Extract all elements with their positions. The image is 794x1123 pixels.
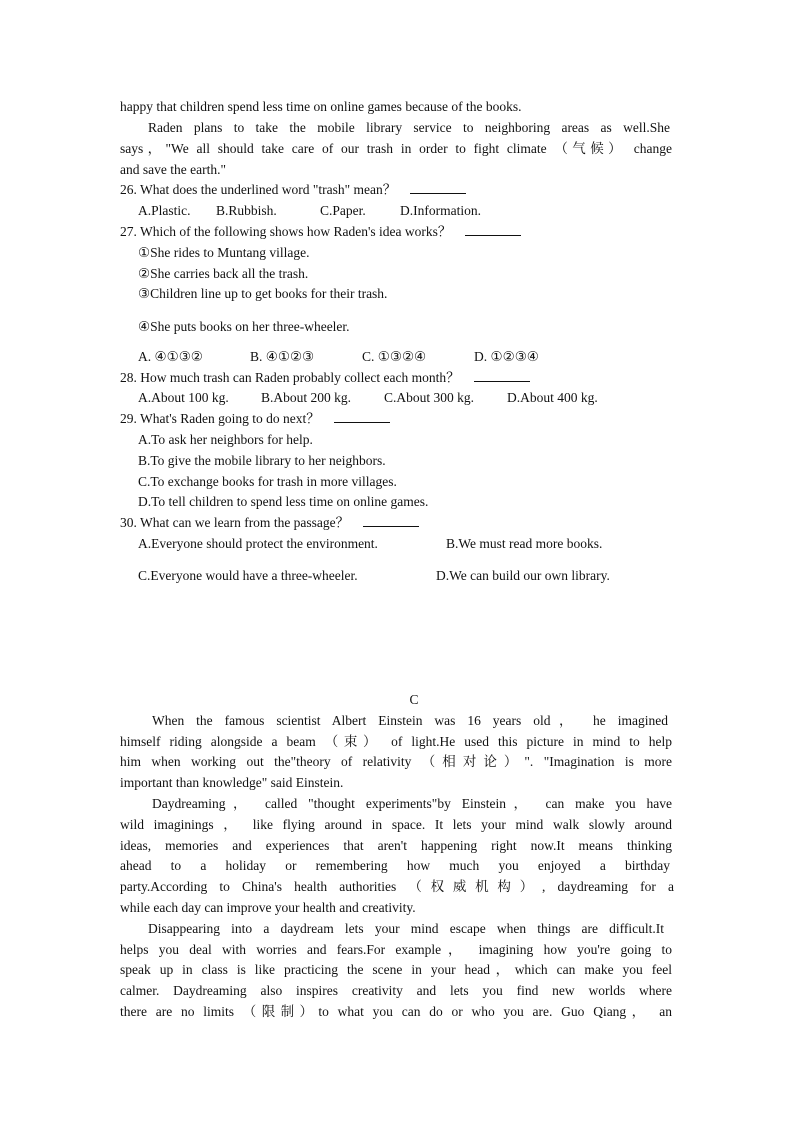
- answer-blank-28[interactable]: [474, 369, 530, 382]
- passage-c-p3-line-3: speak up in class is like practicing the scene in your head，which can make you feel: [120, 962, 672, 977]
- passage-c-p3-line-4: calmer. Daydreaming also inspires creativity and lets you find new worlds where: [120, 983, 672, 998]
- question-27-statement-1: ①She rides to Muntang village.: [138, 245, 310, 260]
- option-26-a[interactable]: A.Plastic.: [138, 203, 191, 218]
- passage-c-p1-line-2: himself riding alongside a beam （束） of light.He used this picture in mind to help: [120, 734, 672, 749]
- option-28-d[interactable]: D.About 400 kg.: [507, 390, 598, 405]
- question-30-stem: 30. What can we learn from the passage？: [120, 515, 350, 530]
- option-30-c[interactable]: C.Everyone would have a three-wheeler.: [138, 568, 358, 583]
- option-29-c[interactable]: C.To exchange books for trash in more villages.: [138, 474, 397, 489]
- question-30: [120, 514, 419, 532]
- option-27-c[interactable]: C. ①③②④: [362, 349, 427, 364]
- passage-b-line-2: Raden plans to take the mobile library service to neighboring areas as well.She: [148, 120, 670, 135]
- passage-c-p2-line-3: ideas, memories and experiences that aren't happening right now.It means thinking: [120, 838, 672, 853]
- option-29-d[interactable]: D.To tell children to spend less time on online games.: [138, 494, 429, 509]
- question-26-stem: 26. What does the underlined word "trash" mean？: [120, 182, 397, 197]
- question-27-statement-2: ②She carries back all the trash.: [138, 266, 309, 281]
- option-29-b[interactable]: B.To give the mobile library to her neighbors.: [138, 453, 386, 468]
- passage-c-p1-line-3: him when working out the"theory of relativity （相对论）". "Imagination is more: [120, 754, 672, 769]
- question-28-options: [138, 389, 598, 407]
- option-28-a[interactable]: A.About 100 kg.: [138, 390, 229, 405]
- option-28-c[interactable]: C.About 300 kg.: [384, 390, 475, 405]
- option-26-d[interactable]: D.Information.: [400, 203, 481, 218]
- answer-blank-29[interactable]: [334, 410, 390, 423]
- option-28-b[interactable]: B.About 200 kg.: [261, 390, 352, 405]
- passage-b-line-3: says，"We all should take care of our trash in order to fight climate （气候） change: [120, 141, 672, 156]
- passage-c-p2-line-5: party.According to China's health authorities （权威机构）, daydreaming for a: [120, 879, 674, 894]
- question-29: [120, 410, 390, 428]
- question-27: [120, 223, 521, 241]
- passage-c-p3-line-5: there are no limits （限制）to what you can do or who you are. Guo Qiang， an: [120, 1004, 672, 1019]
- question-27-options: [138, 348, 539, 366]
- question-27-statement-3: ③Children line up to get books for their trash.: [138, 286, 388, 301]
- question-30-options-row-1: [138, 535, 602, 553]
- passage-b-line-1: happy that children spend less time on online games because of the books.: [120, 99, 522, 114]
- option-27-d[interactable]: D. ①②③④: [474, 349, 539, 364]
- passage-c-p2-line-6: while each day can improve your health and creativity.: [120, 900, 416, 915]
- answer-blank-27[interactable]: [465, 223, 521, 236]
- passage-c-title: C: [409, 692, 419, 707]
- question-26: [120, 181, 466, 199]
- option-29-a[interactable]: A.To ask her neighbors for help.: [138, 432, 313, 447]
- option-26-b[interactable]: B.Rubbish.: [216, 203, 277, 218]
- option-30-b[interactable]: B.We must read more books.: [446, 536, 603, 551]
- passage-c-p1-line-1: When the famous scientist Albert Einstein was 16 years old， he imagined: [152, 713, 668, 728]
- passage-c-p2-line-1: Daydreaming， called "thought experiments"by Einstein， can make you have: [152, 796, 672, 811]
- answer-blank-26[interactable]: [410, 181, 466, 194]
- passage-c-p2-line-4: ahead to a holiday or remembering how much you enjoyed a birthday: [120, 858, 670, 873]
- question-28: [120, 369, 530, 387]
- question-30-options-row-2: [138, 567, 610, 585]
- answer-blank-30[interactable]: [363, 514, 419, 527]
- option-30-d[interactable]: D.We can build our own library.: [436, 568, 610, 583]
- question-26-options: [138, 202, 481, 220]
- passage-c-p1-line-4: important than knowledge" said Einstein.: [120, 775, 344, 790]
- question-27-statement-4: ④She puts books on her three-wheeler.: [138, 319, 350, 334]
- question-29-stem: 29. What's Raden going to do next？: [120, 411, 320, 426]
- passage-c-p2-line-2: wild imaginings ， like flying around in space. It lets your mind walk slowly around: [120, 817, 672, 832]
- option-27-b[interactable]: B. ④①②③: [250, 349, 315, 364]
- passage-b-line-4: and save the earth.": [120, 162, 226, 177]
- passage-c-p3-line-2: helps you deal with worries and fears.For example， imagining how you're going to: [120, 942, 672, 957]
- option-30-a[interactable]: A.Everyone should protect the environment.: [138, 536, 378, 551]
- question-28-stem: 28. How much trash can Raden probably collect each month？: [120, 370, 460, 385]
- passage-c-p3-line-1: Disappearing into a daydream lets your mind escape when things are difficult.It: [148, 921, 664, 936]
- question-27-stem: 27. Which of the following shows how Raden's idea works？: [120, 224, 452, 239]
- option-27-a[interactable]: A. ④①③②: [138, 349, 203, 364]
- option-26-c[interactable]: C.Paper.: [320, 203, 366, 218]
